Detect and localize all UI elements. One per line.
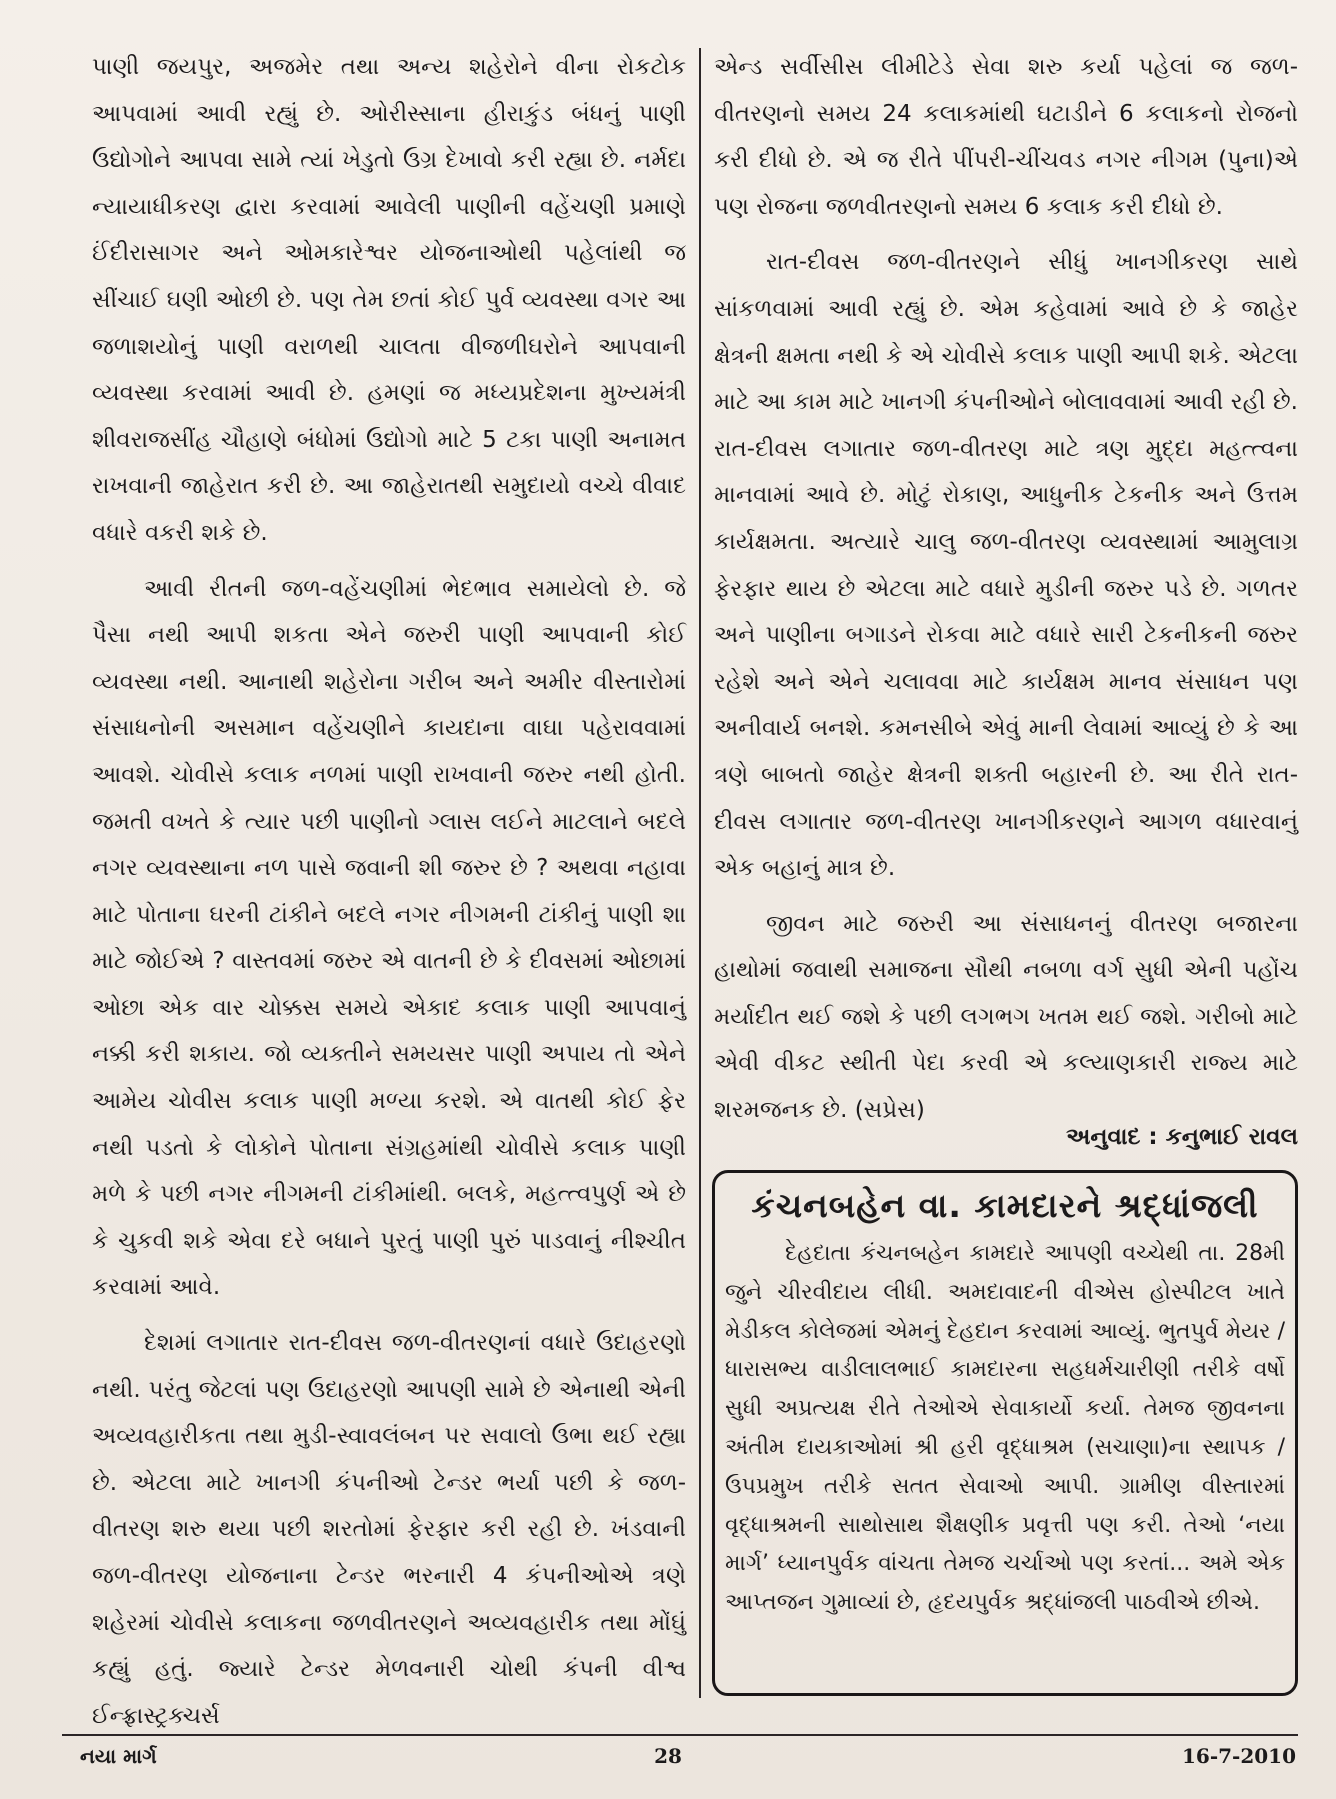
column-divider [699, 48, 701, 1698]
tribute-title: કંચનબહેન વા. કામદારને શ્રદ્ધાંજલી [751, 1186, 1259, 1225]
right-column [714, 44, 1298, 1134]
footer-rule [62, 1734, 1298, 1736]
footer-date: 16-7-2010 [1181, 1744, 1296, 1768]
right-paragraph-3: જીવન માટે જરુરી આ સંસાધનનું વીતરણ બજારના હાથોમાં જવાથી સમાજના સૌથી નબળા વર્ગ સુધી એની પહોંચ મર્યાદીત થઈ જશે કે પછી લગભગ ખતમ થઈ જશે. ગરીબો માટે એવી વીકટ સ્થીતી પેદા કરવી એ કલ્યાણકારી રાજ્ય માટે શરમજનક છે. (સપ્રેસ) [714, 910, 1298, 1124]
footer-page-number: 28 [654, 1744, 682, 1768]
footer-publication-name: નયા માર્ગ [80, 1744, 157, 1768]
right-paragraph-1: એન્ડ સર્વીસીસ લીમીટેડે સેવા શરુ કર્યા પહેલાં જ જળ-વીતરણનો સમય 24 કલાકમાંથી ઘટાડીને 6 કલાકનો રોજનો કરી દીધો છે. એ જ રીતે પીંપરી-ચીંચવડ નગર નીગમ (પુના)એ પણ રોજના જળવીતરણનો સમય 6 કલાક કરી દીધો છે. [714, 54, 1298, 220]
translator-credit: અનુવાદ : કનુભાઈ રાવલ [1066, 1124, 1298, 1150]
right-paragraph-2: રાત-દીવસ જળ-વીતરણને સીધું ખાનગીકરણ સાથે સાંકળવામાં આવી રહ્યું છે. એમ કહેવામાં આવે છે કે જાહેર ક્ષેત્રની ક્ષમતા નથી કે એ ચોવીસે કલાક પાણી આપી શકે. એટલા માટે આ કામ માટે ખાનગી કંપનીઓને બોલાવવામાં આવી રહી છે. રાત-દીવસ લગાતાર જળ-વીતરણ માટે ત્રણ મુદ્દા મહત્ત્વના માનવામાં આવે છે. મોટું રોકાણ, આધુનીક ટેકનીક અને ઉત્તમ કાર્યક્ષમતા. અત્યારે ચાલુ જળ-વીતરણ વ્યવસ્થામાં આમુલાગ્ર ફેરફાર થાય છે એટલા માટે વધારે મુડીની જરુર પડે છે. ગળતર અને પાણીના બગાડને રોકવા માટે વધારે સારી ટેકનીકની જરુર રહેશે અને એને ચલાવવા માટે કાર્યક્ષમ માનવ સંસાધન પણ અનીવાર્ય બનશે. કમનસીબે એવું માની લેવામાં આવ્યું છે કે આ ત્રણે બાબતો જાહેર ક્ષેત્રની શક્તી બહારની છે. આ રીતે રાત-દીવસ લગાતાર જળ-વીતરણ ખાનગીકરણને આગળ વધારવાનું એક બહાનું માત્ર છે. [714, 249, 1298, 882]
left-paragraph-3: દેશમાં લગાતાર રાત-દીવસ જળ-વીતરણનાં વધારે ઉદાહરણો નથી. પરંતુ જેટલાં પણ ઉદાહરણો આપણી સામે છે એનાથી એની અવ્યવહારીકતા તથા મુડી-સ્વાવલંબન પર સવાલો ઉભા થઈ રહ્યા છે. એટલા માટે ખાનગી કંપનીઓ ટેન્ડર ભર્યા પછી કે જળ-વીતરણ શરુ થયા પછી શરતોમાં ફેરફાર કરી રહી છે. ખંડવાની જળ-વીતરણ યોજનાના ટેન્ડર ભરનારી 4 કંપનીઓએ ત્રણે શહેરમાં ચોવીસે કલાકના જળવીતરણને અવ્યવહારીક તથા મોંઘું કહ્યું હતું. જ્યારે ટેન્ડર મેળવનારી ચોથી કંપની વીશ્વ ઈન્ફ્રાસ્ટ્રક્ચર્સ [92, 1330, 686, 1729]
tribute-box [712, 1170, 1298, 1696]
left-paragraph-2: આવી રીતની જળ-વહેંચણીમાં ભેદભાવ સમાયેલો છે. જે પૈસા નથી આપી શકતા એને જરુરી પાણી આપવાની કોઈ વ્યવસ્થા નથી. આનાથી શહેરોના ગરીબ અને અમીર વીસ્તારોમાં સંસાધનોની અસમાન વહેંચણીને કાયદાના વાઘા પહેરાવવામાં આવશે. ચોવીસે કલાક નળમાં પાણી રાખવાની જરુર નથી હોતી. જમતી વખતે કે ત્યાર પછી પાણીનો ગ્લાસ લઈને માટલાને બદલે નગર વ્યવસ્થાના નળ પાસે જવાની શી જરુર છે ? અથવા નહાવા માટે પોતાના ઘરની ટાંકીને બદલે નગર નીગમની ટાંકીનું પાણી શા માટે જોઈએ ? વાસ્તવમાં જરુર એ વાતની છે કે દીવસમાં ઓછામાં ઓછા એક વાર ચોક્કસ સમયે એકાદ કલાક પાણી આપવાનું નક્કી કરી શકાય. જો વ્યક્તીને સમયસર પાણી અપાય તો એને આમેય ચોવીસ કલાક પાણી મળ્યા કરશે. એ વાતથી કોઈ ફેર નથી પડતો કે લોકોને પોતાના સંગ્રહમાંથી ચોવીસે કલાક પાણી મળે કે પછી નગર નીગમની ટાંકીમાંથી. બલકે, મહત્ત્વપુર્ણ એ છે કે ચુકવી શકે એવા દરે બધાને પુરતું પાણી પુરું પાડવાનું નીશ્ચીત કરવામાં આવે. [92, 575, 686, 1301]
tribute-body: દેહદાતા કંચનબહેન કામદારે આપણી વચ્ચેથી તા. 28મી જુને ચીરવીદાય લીધી. અમદાવાદની વીએસ હોસ્પીટલ ખાતે મેડીકલ કોલેજમાં એમનું દેહદાન કરવામાં આવ્યું. ભુતપુર્વ મેયર / ધારાસભ્ય વાડીલાલભાઈ કામદારના સહધર્મચારીણી તરીકે વર્ષો સુધી અપ્રત્યક્ષ રીતે તેઓએ સેવાકાર્યો કર્યા. તેમજ જીવનના અંતીમ દાયકાઓમાં શ્રી હરી વૃદ્ધાશ્રમ (સચાણા)ના સ્થાપક / ઉપપ્રમુખ તરીકે સતત સેવાઓ આપી. ગ્રામીણ વીસ્તારમાં વૃદ્ધાશ્રમની સાથોસાથ શૈક્ષણીક પ્રવૃત્તી પણ કરી. તેઓ ‘નયા માર્ગ’ ધ્યાનપુર્વક વાંચતા તેમજ ચર્ચાઓ પણ કરતાં... અમે એક આપ્તજન ગુમાવ્યાં છે, હૃદયપુર્વક શ્રદ્ધાંજલી પાઠવીએ છીએ. [725, 1241, 1285, 1616]
left-column [92, 44, 686, 1739]
left-paragraph-1: પાણી જયપુર, અજમેર તથા અન્ય શહેરોને વીના રોકટોક આપવામાં આવી રહ્યું છે. ઓરીસ્સાના હીરાકુંડ બંધનું પાણી ઉદ્યોગોને આપવા સામે ત્યાં ખેડુતો ઉગ્ર દેખાવો કરી રહ્યા છે. નર્મદા ન્યાયાધીકરણ દ્વારા કરવામાં આવેલી પાણીની વહેંચણી પ્રમાણે ઈંદીરાસાગર અને ઓમકારેશ્વર યોજનાઓથી પહેલાંથી જ સીંચાઈ ઘણી ઓછી છે. પણ તેમ છતાં કોઈ પુર્વ વ્યવસ્થા વગર આ જળાશયોનું પાણી વરાળથી ચાલતા વીજળીઘરોને આપવાની વ્યવસ્થા કરવામાં આવી છે. હમણાં જ મધ્યપ્રદેશના મુખ્યમંત્રી શીવરાજસીંહ ચૌહાણે બંધોમાં ઉદ્યોગો માટે 5 ટકા પાણી અનામત રાખવાની જાહેરાત કરી છે. આ જાહેરાતથી સમુદાયો વચ્ચે વીવાદ વધારે વકરી શકે છે. [92, 54, 687, 546]
